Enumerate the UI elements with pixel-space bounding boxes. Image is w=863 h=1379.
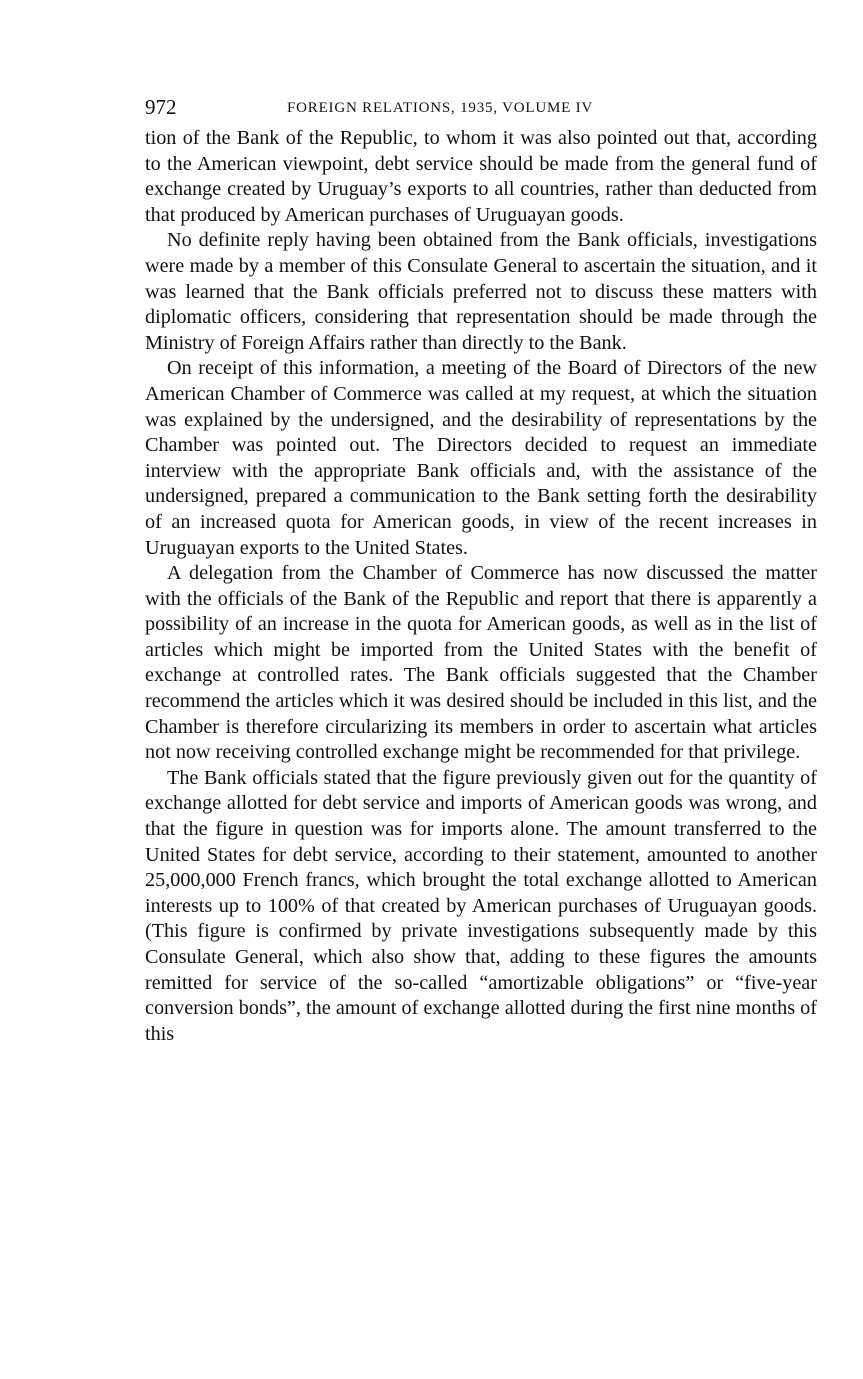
paragraph: The Bank officials stated that the figure previously given out for the quantity of exchange allotted for debt service and imports of American goods was wrong, and that the figure in question was for imports alone. The amount transferred to the United States for debt service, according to their statement, amounted to another 25,000,000 French francs, which brought the total exchange allotted to American interests up to 100% of that created by American purchases of Uruguayan goods. (This figure is confirmed by private investigations subsequently made by this Consulate General, which also show that, adding to these figures the amounts remitted for service of the so-called “amortizable obligations” or “five-year conversion bonds”, the amount of exchange allotted during the first nine months of this	[145, 766, 817, 1045]
paragraph: A delegation from the Chamber of Commerce has now discussed the matter with the officials of the Bank of the Republic and report that there is apparently a possibility of an increase in the quota for American goods, as well as in the list of articles which might be imported from the United States with the benefit of exchange at controlled rates. The Bank officials suggested that the Chamber recommend the articles which it was desired should be included in this list, and the Chamber is therefore circularizing its members in order to ascertain what articles not now receiving controlled exchange might be recommended for that privilege.	[145, 562, 817, 764]
paragraph: No definite reply having been obtained from the Bank officials, investigations were made by a member of this Consulate General to ascertain the situation, and it was learned that the Bank officials preferred not to discuss these matters with diplomatic officers, considering that representation should be made through the Ministry of Foreign Affairs rather than directly to the Bank.	[145, 229, 817, 354]
document-page	[145, 94, 817, 1047]
body-text	[145, 126, 817, 1047]
paragraph: tion of the Bank of the Republic, to whom it was also pointed out that, according to the American viewpoint, debt service should be made from the general fund of exchange created by Uruguay’s exports to all countries, rather than deducted from that produced by American purchases of Uruguayan goods.	[145, 127, 817, 226]
page-number: 972	[145, 95, 177, 119]
paragraph: On receipt of this information, a meeting of the Board of Directors of the new American Chamber of Commerce was called at my request, at which the situation was explained by the undersigned, and the desirability of representations by the Chamber was pointed out. The Directors decided to request an immediate interview with the appropriate Bank officials and, with the assistance of the undersigned, prepared a communication to the Bank setting forth the desirability of an increased quota for American goods, in view of the recent increases in Uruguayan exports to the United States.	[145, 357, 817, 559]
running-head	[145, 94, 817, 124]
running-title: FOREIGN RELATIONS, 1935, VOLUME IV	[287, 100, 594, 116]
